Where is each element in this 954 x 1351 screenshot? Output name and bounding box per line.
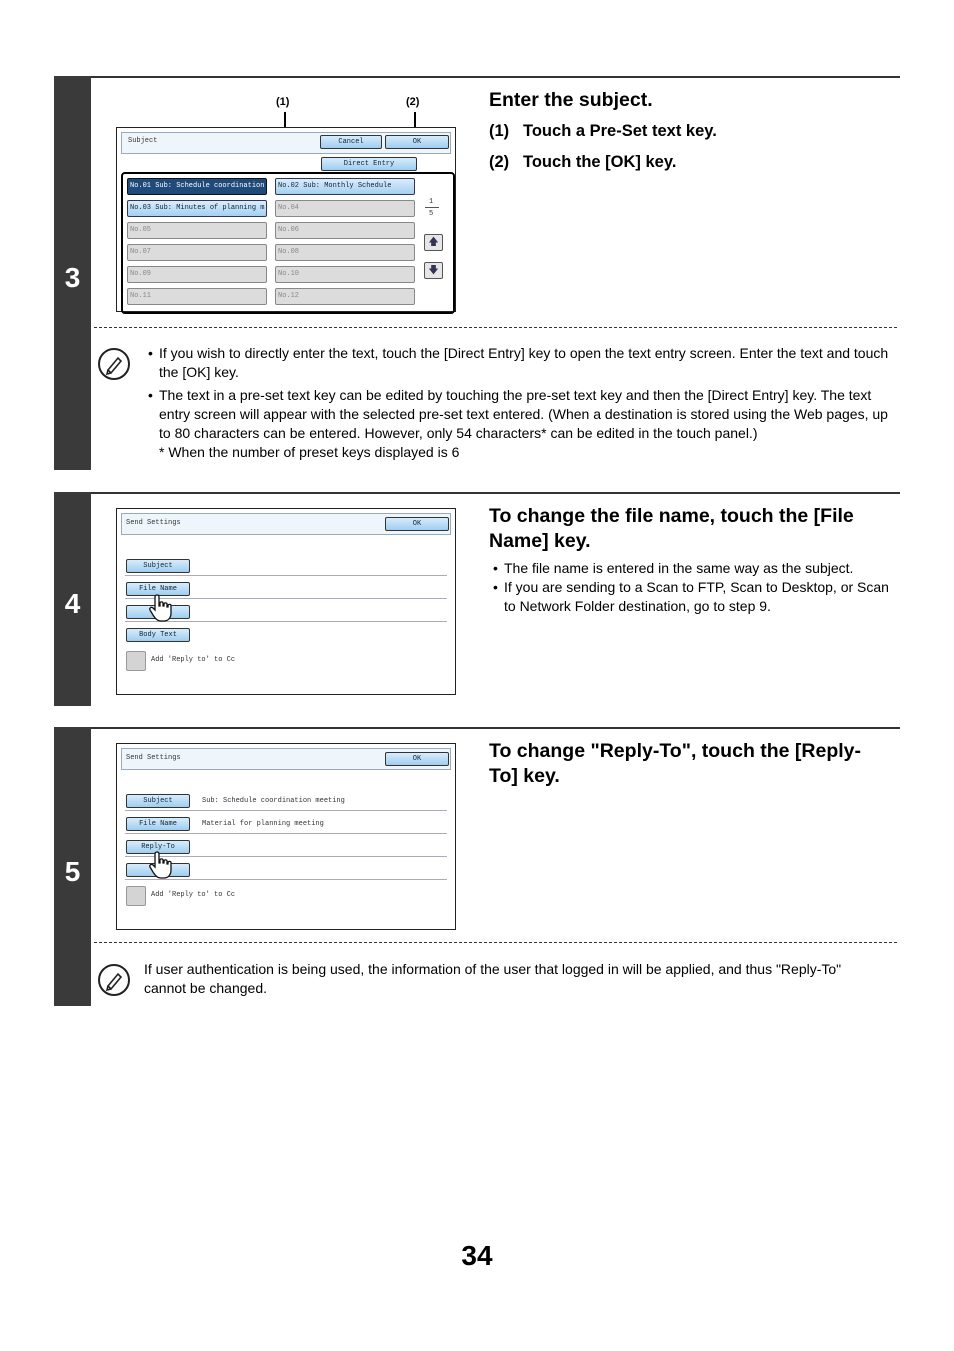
pencil-note-icon [98,348,130,380]
step4-bullet-1: • The file name is entered in the same way as the subject. [493,560,854,576]
send-settings-screen-4 [116,508,456,695]
step4-top-rule [91,492,900,494]
callout-2-line [414,112,416,128]
row-divider [125,810,447,811]
subject-button-5[interactable]: Subject [126,794,190,808]
step5-note: If user authentication is being used, the information of the user that logged in will be applied, and thus "Reply-To" cannot be changed. [144,961,842,996]
ok-button-5[interactable]: OK [385,752,449,766]
step4-number: 4 [64,588,81,619]
page-number: 34 [461,1240,493,1271]
step3-note-divider [94,327,897,328]
step3-top-rule [91,76,900,78]
step3-note-2: • The text in a pre-set text key can be edited by touching the pre-set text key and then the [Direct Entry] key. The text entry screen will appear with the selected pre-set text entered. (When a destination is stored using the Web pages, up to 80 characters can be entered. However, only 54 characters* can be edited in the touch panel.) [148,387,888,441]
preset-key-12[interactable]: No.12 [275,288,415,305]
preset-key-10[interactable]: No.10 [275,266,415,283]
cancel-button[interactable]: Cancel [320,135,382,149]
page-total: 5 [429,210,434,218]
step4-title: To change the file name, touch the [File Name] key. [489,505,854,552]
step3-note-1: • If you wish to directly enter the text, touch the [Direct Entry] key to open the text entry screen. Enter the text and touch the [OK] key. [148,345,889,380]
reply-to-button-5[interactable]: Reply-To [126,840,190,854]
step3-number: 3 [64,262,81,293]
step3-substep1-text: Touch a Pre-Set text key. [523,122,717,140]
pointing-hand-icon [149,593,175,628]
row-divider [125,833,447,834]
add-reply-to-cc-label-4: Add 'Reply to' to Cc [151,656,236,664]
add-reply-to-cc-label-5: Add 'Reply to' to Cc [151,891,236,899]
step3-substep2-text: Touch the [OK] key. [523,153,677,171]
add-reply-to-cc-checkbox-5[interactable] [126,886,146,906]
body-text-button-4[interactable]: Body Text [126,628,190,642]
step5-top-rule [91,727,900,729]
step3-footnote: * When the number of preset keys displayed is 6 [159,444,460,460]
preset-key-01[interactable]: No.01 Sub: Schedule coordination [127,178,267,195]
page-divider [425,207,439,208]
preset-key-04[interactable]: No.04 [275,200,415,217]
arrow-up-icon[interactable]: 🡅 [424,234,443,251]
page-current: 1 [429,198,434,206]
arrow-down-icon[interactable]: 🡇 [424,262,443,279]
subject-screen [116,127,456,312]
add-reply-to-cc-checkbox-4[interactable] [126,651,146,671]
callout-2: (2) [406,96,420,108]
ok-button[interactable]: OK [385,135,449,149]
file-name-value-5: Material for planning meeting [202,820,324,828]
preset-key-05[interactable]: No.05 [127,222,267,239]
step3-title: Enter the subject. [489,89,653,111]
subject-screen-title: Subject [128,137,158,145]
callout-1: (1) [276,96,290,108]
file-name-button-4[interactable]: File Name [126,582,190,596]
row-divider [125,575,447,576]
preset-key-06[interactable]: No.06 [275,222,415,239]
direct-entry-button[interactable]: Direct Entry [321,157,417,171]
pointing-hand-icon [149,850,175,885]
step4-bullet-2: • If you are sending to a Scan to FTP, Scan to Desktop, or Scan to Network Folder destination, go to step 9. [493,579,889,614]
step5-title: To change "Reply-To", touch the [Reply-To] key. [489,740,862,787]
pencil-note-icon [98,964,130,996]
step5-number: 5 [64,856,81,887]
step3-substep1-label: (1) [489,122,510,140]
preset-key-02[interactable]: No.02 Sub: Monthly Schedule [275,178,415,195]
preset-key-03[interactable]: No.03 Sub: Minutes of planning m [127,200,267,217]
send-settings-title-5: Send Settings [126,754,181,762]
ok-button-4[interactable]: OK [385,517,449,531]
preset-key-08[interactable]: No.08 [275,244,415,261]
send-settings-screen-5 [116,743,456,930]
preset-key-11[interactable]: No.11 [127,288,267,305]
step3-substep2-label: (2) [489,153,510,171]
send-settings-title-4: Send Settings [126,519,181,527]
subject-value-5: Sub: Schedule coordination meeting [202,797,345,805]
preset-key-09[interactable]: No.09 [127,266,267,283]
step5-note-divider [94,942,897,943]
subject-button-4[interactable]: Subject [126,559,190,573]
file-name-button-5[interactable]: File Name [126,817,190,831]
preset-key-07[interactable]: No.07 [127,244,267,261]
